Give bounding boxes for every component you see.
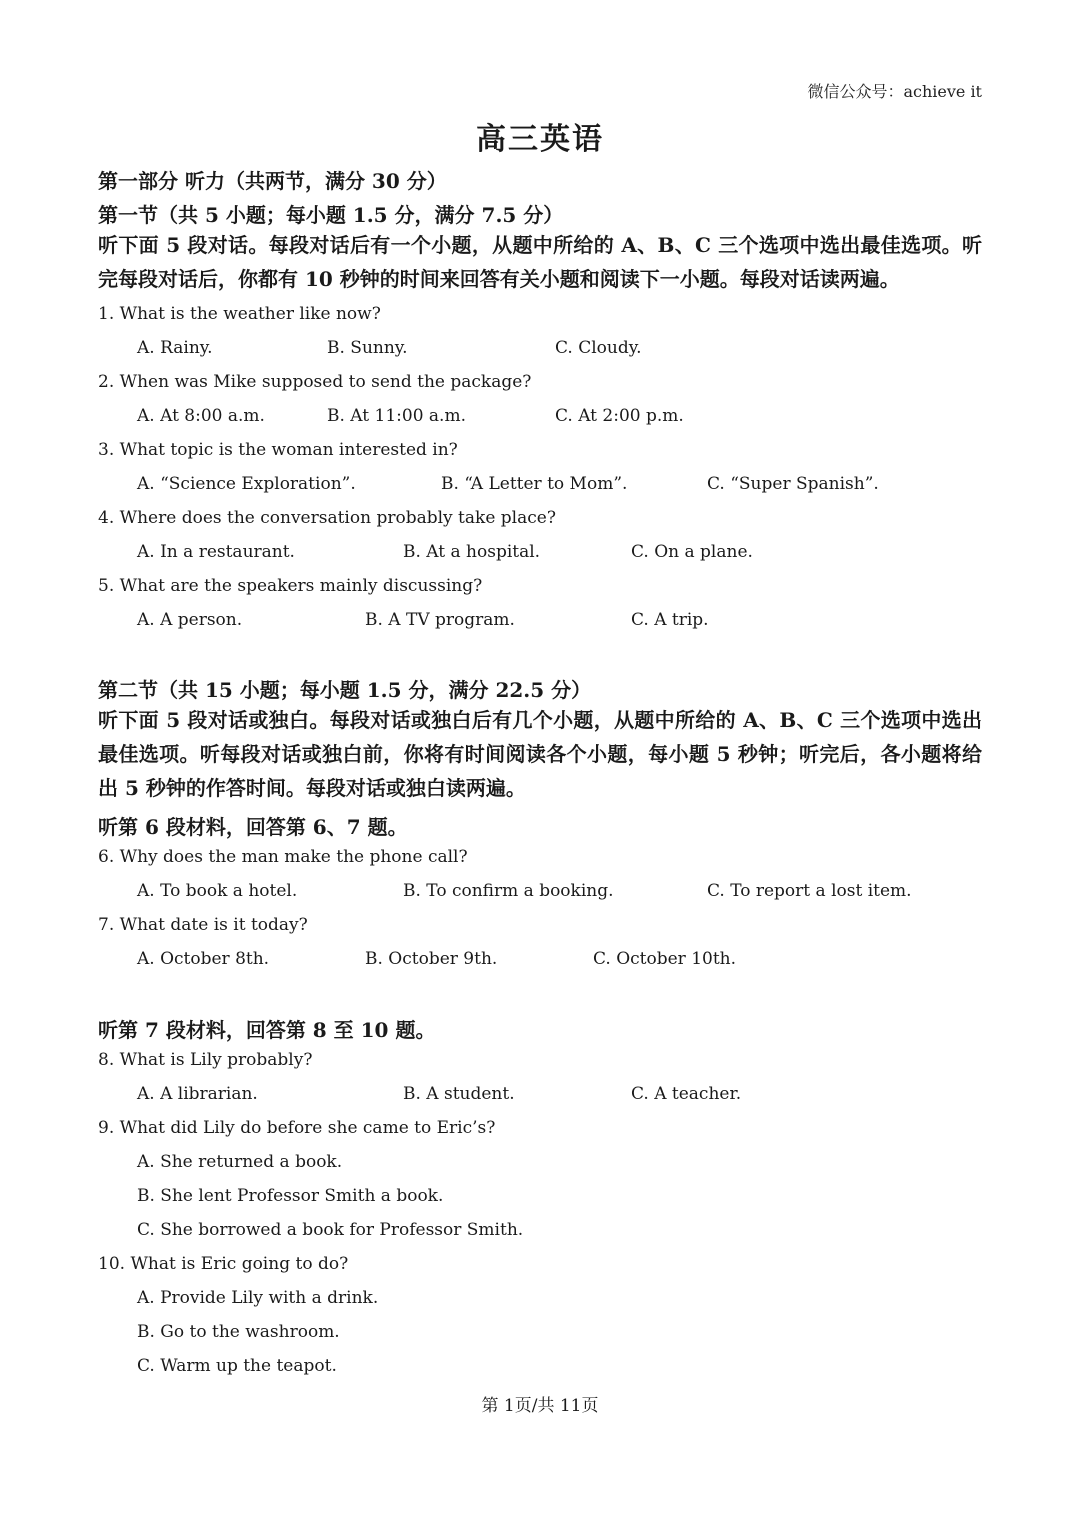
question-stem: 6. Why does the man make the phone call? — [98, 847, 468, 867]
section2-heading: 第二节（共 15 小题；每小题 1.5 分，满分 22.5 分） — [98, 678, 592, 702]
option-b: B. A student. — [403, 1084, 515, 1104]
option-a: A. A person. — [137, 610, 243, 630]
option-a: A. “Science Exploration”. — [137, 474, 356, 494]
option-c: C. At 2:00 p.m. — [555, 406, 684, 426]
option-b: B. “A Letter to Mom”. — [441, 474, 628, 494]
section1-instruction: 听下面 5 段对话。每段对话后有一个小题，从题中所给的 A、B、C 三个选项中选出最佳选项。听完每段对话后，你都有 10 秒钟的时间来回答有关小题和阅读下一小题。每段对话读两遍。 — [98, 233, 982, 291]
option-a: A. She returned a book. — [137, 1152, 343, 1172]
option-b: B. To confirm a booking. — [403, 881, 614, 901]
watermark: 微信公众号：achieve it — [807, 82, 982, 101]
question-stem: 2. When was Mike supposed to send the package? — [98, 372, 532, 392]
option-a: A. October 8th. — [137, 949, 270, 969]
option-a: A. A librarian. — [137, 1084, 258, 1104]
question-stem: 5. What are the speakers mainly discussing? — [98, 576, 483, 596]
option-b: B. She lent Professor Smith a book. — [137, 1186, 444, 1206]
option-a: A. In a restaurant. — [137, 542, 295, 562]
option-c: C. A trip. — [631, 610, 709, 630]
option-c: C. To report a lost item. — [707, 881, 912, 901]
option-c: C. “Super Spanish”. — [707, 474, 879, 494]
option-c: C. October 10th. — [593, 949, 737, 969]
question-stem: 10. What is Eric going to do? — [98, 1254, 349, 1274]
material-6-heading: 听第 6 段材料，回答第 6、7 题。 — [98, 815, 408, 839]
option-a: A. Provide Lily with a drink. — [137, 1288, 379, 1308]
option-a: A. At 8:00 a.m. — [137, 406, 265, 426]
option-b: B. At 11:00 a.m. — [327, 406, 466, 426]
question-stem: 1. What is the weather like now? — [98, 304, 381, 324]
section2-instruction: 听下面 5 段对话或独白。每段对话或独白后有几个小题，从题中所给的 A、B、C 三个选项中选出最佳选项。听每段对话或独白前，你将有时间阅读各个小题，每小题 5 秒钟；听完后，各小题将给出 5 秒钟的作答时间。每段对话或独白读两遍。 — [98, 708, 982, 800]
section1-heading: 第一节（共 5 小题；每小题 1.5 分，满分 7.5 分） — [98, 203, 564, 227]
option-c: C. Cloudy. — [555, 338, 642, 358]
option-c: C. She borrowed a book for Professor Smith. — [137, 1220, 524, 1240]
question-stem: 3. What topic is the woman interested in? — [98, 440, 458, 460]
page-number: 第 1页/共 11页 — [481, 1396, 599, 1416]
page-title: 高三英语 — [476, 122, 604, 157]
option-c: C. Warm up the teapot. — [137, 1356, 337, 1376]
option-b: B. A TV program. — [365, 610, 515, 630]
part1-heading: 第一部分 听力（共两节，满分 30 分） — [98, 169, 447, 193]
option-b: B. Sunny. — [327, 338, 408, 358]
option-b: B. October 9th. — [365, 949, 498, 969]
option-b: B. Go to the washroom. — [137, 1322, 340, 1342]
material-7-heading: 听第 7 段材料，回答第 8 至 10 题。 — [98, 1018, 436, 1042]
option-b: B. At a hospital. — [403, 542, 541, 562]
question-stem: 7. What date is it today? — [98, 915, 308, 935]
question-stem: 9. What did Lily do before she came to Eric’s? — [98, 1118, 496, 1138]
question-stem: 4. Where does the conversation probably take place? — [98, 508, 556, 528]
option-c: C. On a plane. — [631, 542, 753, 562]
question-stem: 8. What is Lily probably? — [98, 1050, 313, 1070]
option-a: A. Rainy. — [137, 338, 213, 358]
option-c: C. A teacher. — [631, 1084, 742, 1104]
option-a: A. To book a hotel. — [137, 881, 298, 901]
